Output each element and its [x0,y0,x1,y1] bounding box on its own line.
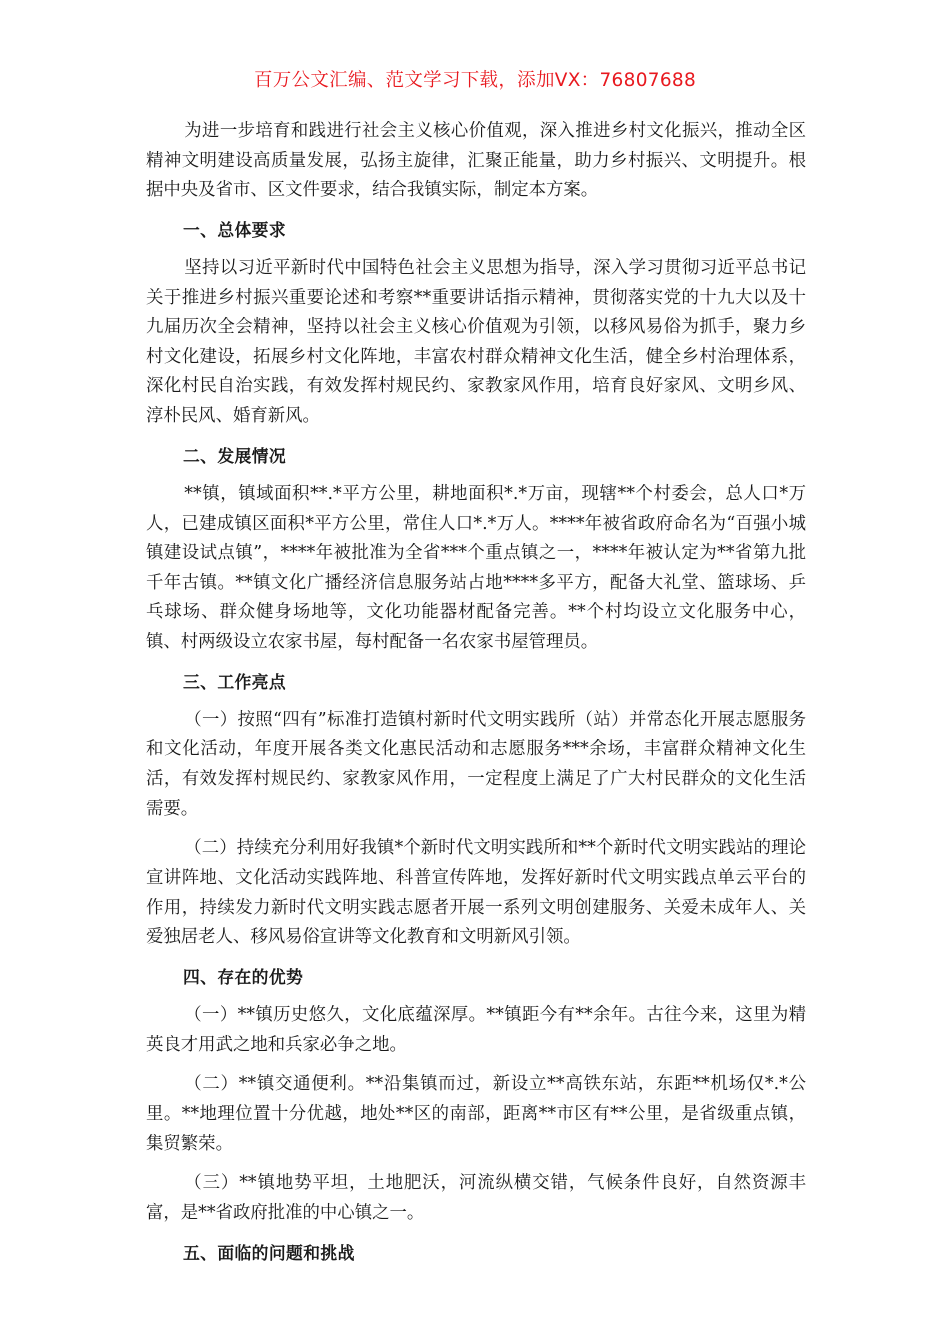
section-2-paragraph: **镇，镇域面积**.*平方公里，耕地面积*.*万亩，现辖**个村委会，总人口*万人，已建成镇区面积*平方公里，常住人口*.*万人。****年被省政府命名为“百强小城镇建设试点镇”，****年被批准为全省***个重点镇之一，****年被认定为**省第九批千年古镇。**镇文化广播经济信息服务站占地****多平方，配备大礼堂、篮球场、乒乓球场、群众健身场地等，文化功能器材配备完善。**个村均设立文化服务中心，镇、村两级设立农家书屋，每村配备一名农家书屋管理员。 [146,483,806,652]
section-3-paragraph-b: （二）持续充分利用好我镇*个新时代文明实践所和**个新时代文明实践站的理论宣讲阵地、文化活动实践阵地、科普宣传阵地，发挥好新时代文明实践点单云平台的作用，持续发力新时代文明实践志愿者开展一系列文明创建服务、关爱未成年人、关爱独居老人、移风易俗宣讲等文化教育和文明新风引领。 [146,838,806,948]
document-body [146,117,806,1277]
section-3-paragraph-a: （一）按照“四有”标准打造镇村新时代文明实践所（站）并常态化开展志愿服务和文化活动，年度开展各类文化惠民活动和志愿服务***余场，丰富群众精神文化生活，有效发挥村规民约、家教家风作用，一定程度上满足了广大村民群众的文化生活需要。 [146,709,806,819]
section-heading-4: 四、存在的优势 [182,966,304,987]
section-4-paragraph-c: （三）**镇地势平坦，土地肥沃，河流纵横交错，气候条件良好，自然资源丰富，是**省政府批准的中心镇之一。 [146,1173,806,1223]
section-heading-5: 五、面临的问题和挑战 [182,1242,355,1263]
section-heading-3: 三、工作亮点 [182,671,287,692]
intro-paragraph: 为进一步培育和践进行社会主义核心价值观，深入推进乡村文化振兴，推动全区精神文明建设高质量发展，弘扬主旋律，汇聚正能量，助力乡村振兴、文明提升。根据中央及省市、区文件要求，结合我镇实际，制定本方案。 [146,121,806,201]
section-heading-1: 一、总体要求 [182,219,287,240]
section-4-paragraph-b: （二）**镇交通便利。**沿集镇而过，新设立**高铁东站，东距**机场仅*.*公里。**地理位置十分优越，地处**区的南部，距离**市区有**公里，是省级重点镇，集贸繁荣。 [146,1074,806,1154]
section-4-paragraph-a: （一）**镇历史悠久，文化底蕴深厚。**镇距今有**余年。古往今来，这里为精英良才用武之地和兵家必争之地。 [146,1004,806,1055]
header-banner: 百万公文汇编、范文学习下载，添加VX：76807688 [253,70,697,91]
section-heading-2: 二、发展情况 [182,445,287,466]
section-1-paragraph: 坚持以习近平新时代中国特色社会主义思想为指导，深入学习贯彻习近平总书记关于推进乡村振兴重要论述和考察**重要讲话指示精神，贯彻落实党的十九大以及十九届历次全会精神，坚持以社会主义核心价值观为引领，以移风易俗为抓手，聚力乡村文化建设，拓展乡村文化阵地，丰富农村群众精神文化生活，健全乡村治理体系，深化村民自治实践，有效发挥村规民约、家教家风作用，培育良好家风、文明乡风、淳朴民风、婚育新风。 [146,258,806,427]
